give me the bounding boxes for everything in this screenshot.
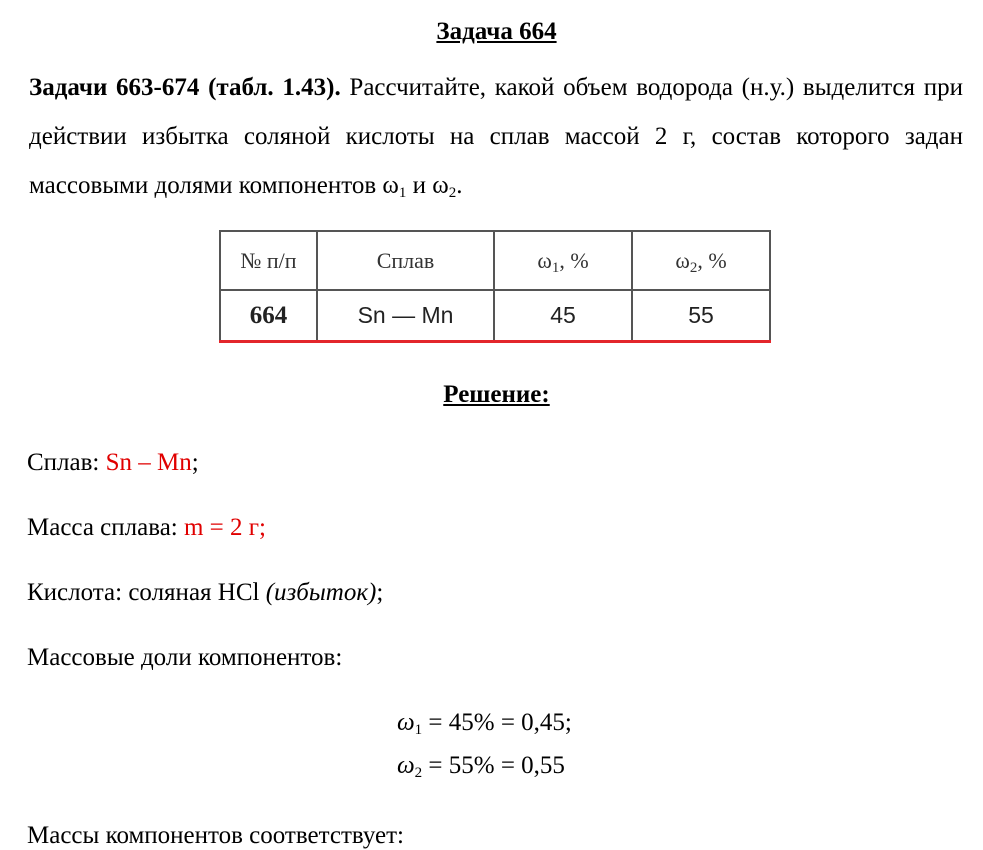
solution-title: Решение: — [443, 381, 550, 408]
alloy-value: Sn – Mn — [105, 449, 192, 476]
header-w2: $\omega_2$, % — [632, 231, 770, 290]
formula-w2: $\omega_2 = 55\% = 0,55$ — [397, 752, 565, 781]
page-title: Задача 664 — [436, 18, 557, 45]
header-alloy: Сплав — [317, 231, 494, 290]
masses-label: Массы компонентов соответствует: — [27, 822, 404, 849]
header-w1: $\omega_1$, % — [494, 231, 632, 290]
acid-note: (избыток) — [265, 579, 377, 606]
cell-w1: 45 — [494, 290, 632, 342]
header-num: № п/п — [220, 231, 317, 290]
problem-lead: Задачи 663-674 (табл. 1.43). — [29, 74, 341, 101]
cell-w2: 55 — [632, 290, 770, 342]
mass-value: m = 2 г; — [183, 514, 266, 541]
table-header-row — [220, 231, 770, 290]
alloy-line: Сплав: Sn – Mn; — [27, 449, 199, 476]
acid-line: Кислота: соляная HCl (избыток); — [27, 579, 384, 606]
fractions-label: Массовые доли компонентов: — [27, 644, 343, 671]
mass-line: Масса сплава: m = 2 г; — [27, 514, 266, 541]
cell-alloy: Sn — Mn — [317, 290, 494, 342]
table-row — [220, 290, 770, 342]
cell-num: 664 — [220, 290, 317, 342]
alloy-table — [219, 230, 771, 343]
problem-text: Рассчитайте, какой объем водорода (н.у.) выделится при действии избытка соляной кислоты на сплав массой 2 г, состав которого задан массовыми долями компонентов ω — [29, 74, 963, 199]
formula-w1: $\omega_1 = 45\% = 0,45$; — [397, 709, 572, 738]
problem-statement: Задачи 663-674 (табл. 1.43). Рассчитайте, какой объем водорода (н.у.) выделится при действии избытка соляной кислоты на сплав массой 2 г, состав которого задан массовыми долями компонентов $\omega_1$ и $\omega_2$. — [29, 74, 963, 201]
